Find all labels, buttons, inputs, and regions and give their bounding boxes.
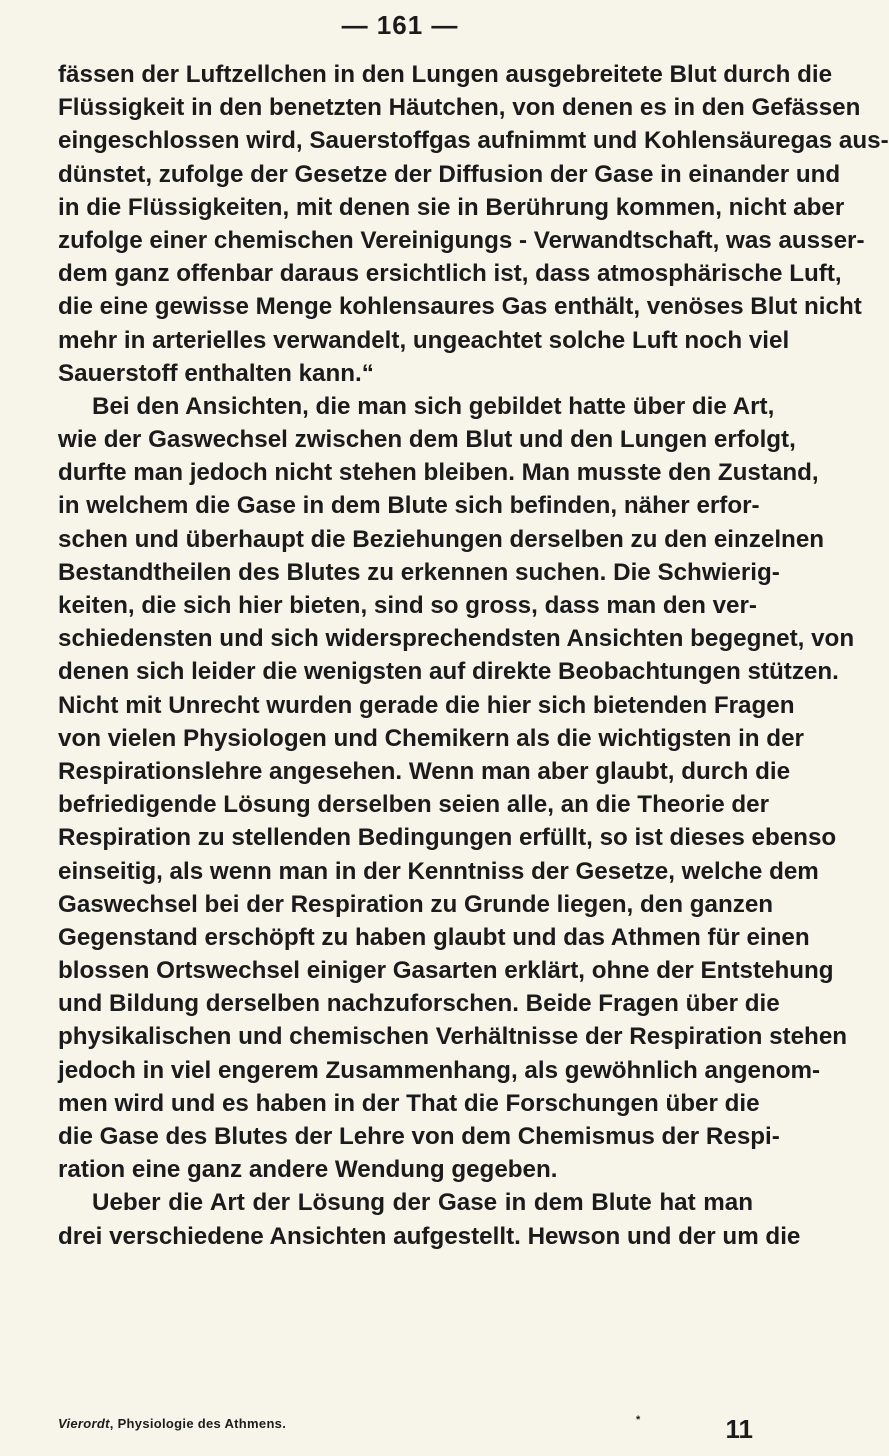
- paragraph-start-line: Ueber die Art der Lösung der Gase in dem Blute hat man: [92, 1189, 753, 1217]
- text-line: die Gase des Blutes der Lehre von dem Chemismus der Respi-: [58, 1123, 780, 1150]
- text-line: Respiration zu stellenden Bedingungen erfüllt, so ist dieses ebenso: [58, 824, 837, 852]
- text-line: denen sich leider die wenigsten auf direkte Beobachtungen stützen.: [58, 658, 839, 686]
- text-line: in die Flüssigkeiten, mit denen sie in Berührung kommen, nicht aber: [58, 193, 845, 221]
- text-line: physikalischen und chemischen Verhältnisse der Respiration stehen: [58, 1023, 848, 1051]
- footer-star: *: [636, 1414, 641, 1426]
- text-line: zufolge einer chemischen Vereinigungs - Verwandtschaft, was ausser-: [58, 226, 865, 254]
- text-line: mehr in arterielles verwandelt, ungeachtet solche Luft noch viel: [58, 326, 790, 354]
- text-line: schen und überhaupt die Beziehungen derselben zu den einzelnen: [58, 525, 825, 553]
- text-line: befriedigende Lösung derselben seien alle, an die Theorie der: [58, 791, 770, 819]
- page-number: — 161 —: [341, 10, 459, 40]
- body-text: [58, 58, 889, 1253]
- text-line: jedoch in viel engerem Zusammenhang, als gewöhnlich angenom-: [58, 1056, 821, 1084]
- text-line: blossen Ortswechsel einiger Gasarten erklärt, ohne der Entstehung: [58, 957, 834, 985]
- text-line: Respirationslehre angesehen. Wenn man aber glaubt, durch die: [58, 757, 791, 785]
- text-line: Flüssigkeit in den benetzten Häutchen, von denen es in den Gefässen: [58, 94, 861, 122]
- page-footer: [58, 1416, 753, 1444]
- text-line: keiten, die sich hier bieten, sind so gross, dass man den ver-: [58, 592, 757, 619]
- text-line: einseitig, als wenn man in der Kenntniss der Gesetze, welche dem: [58, 857, 819, 885]
- footer-citation: [58, 1416, 286, 1431]
- text-line: Nicht mit Unrecht wurden gerade die hier sich bietenden Fragen: [58, 691, 795, 719]
- text-line: und Bildung derselben nachzuforschen. Beide Fragen über die: [58, 990, 780, 1018]
- text-line: men wird und es haben in der That die Forschungen über die: [58, 1089, 760, 1117]
- text-line: schiedensten und sich widersprechendsten Ansichten begegnet, von: [58, 625, 855, 653]
- footer-title: , Physiologie des Athmens.: [109, 1416, 287, 1431]
- text-line: in welchem die Gase in dem Blute sich befinden, näher erfor-: [58, 492, 760, 520]
- text-line: dünstet, zufolge der Gesetze der Diffusion der Gase in einander und: [58, 160, 841, 188]
- text-line: drei verschiedene Ansichten aufgestellt. Hewson und der um die: [58, 1222, 801, 1250]
- text-line: Sauerstoff enthalten kann.“: [58, 359, 374, 387]
- text-line: die eine gewisse Menge kohlensaures Gas enthält, venöses Blut nicht: [58, 293, 862, 321]
- text-line: Gaswechsel bei der Respiration zu Grunde liegen, den ganzen: [58, 890, 774, 918]
- text-line: ration eine ganz andere Wendung gegeben.: [58, 1156, 558, 1184]
- text-line: Bestandtheilen des Blutes zu erkennen suchen. Die Schwierig-: [58, 558, 780, 586]
- text-line: fässen der Luftzellchen in den Lungen ausgebreitete Blut durch die: [58, 61, 833, 88]
- text-line: durfte man jedoch nicht stehen bleiben. Man musste den Zustand,: [58, 459, 819, 487]
- text-line: eingeschlossen wird, Sauerstoffgas aufnimmt und Kohlensäuregas aus-: [58, 127, 889, 155]
- text-line: von vielen Physiologen und Chemikern als die wichtigsten in der: [58, 724, 804, 752]
- text-line: wie der Gaswechsel zwischen dem Blut und den Lungen erfolgt,: [58, 426, 796, 454]
- text-line: dem ganz offenbar daraus ersichtlich ist, dass atmosphärische Luft,: [58, 260, 842, 288]
- signature-mark: 11: [725, 1414, 753, 1444]
- footer-author: Vierordt: [58, 1416, 110, 1431]
- paragraph-start-line: Bei den Ansichten, die man sich gebildet hatte über die Art,: [92, 392, 775, 420]
- text-line: Gegenstand erschöpft zu haben glaubt und das Athmen für einen: [58, 923, 810, 951]
